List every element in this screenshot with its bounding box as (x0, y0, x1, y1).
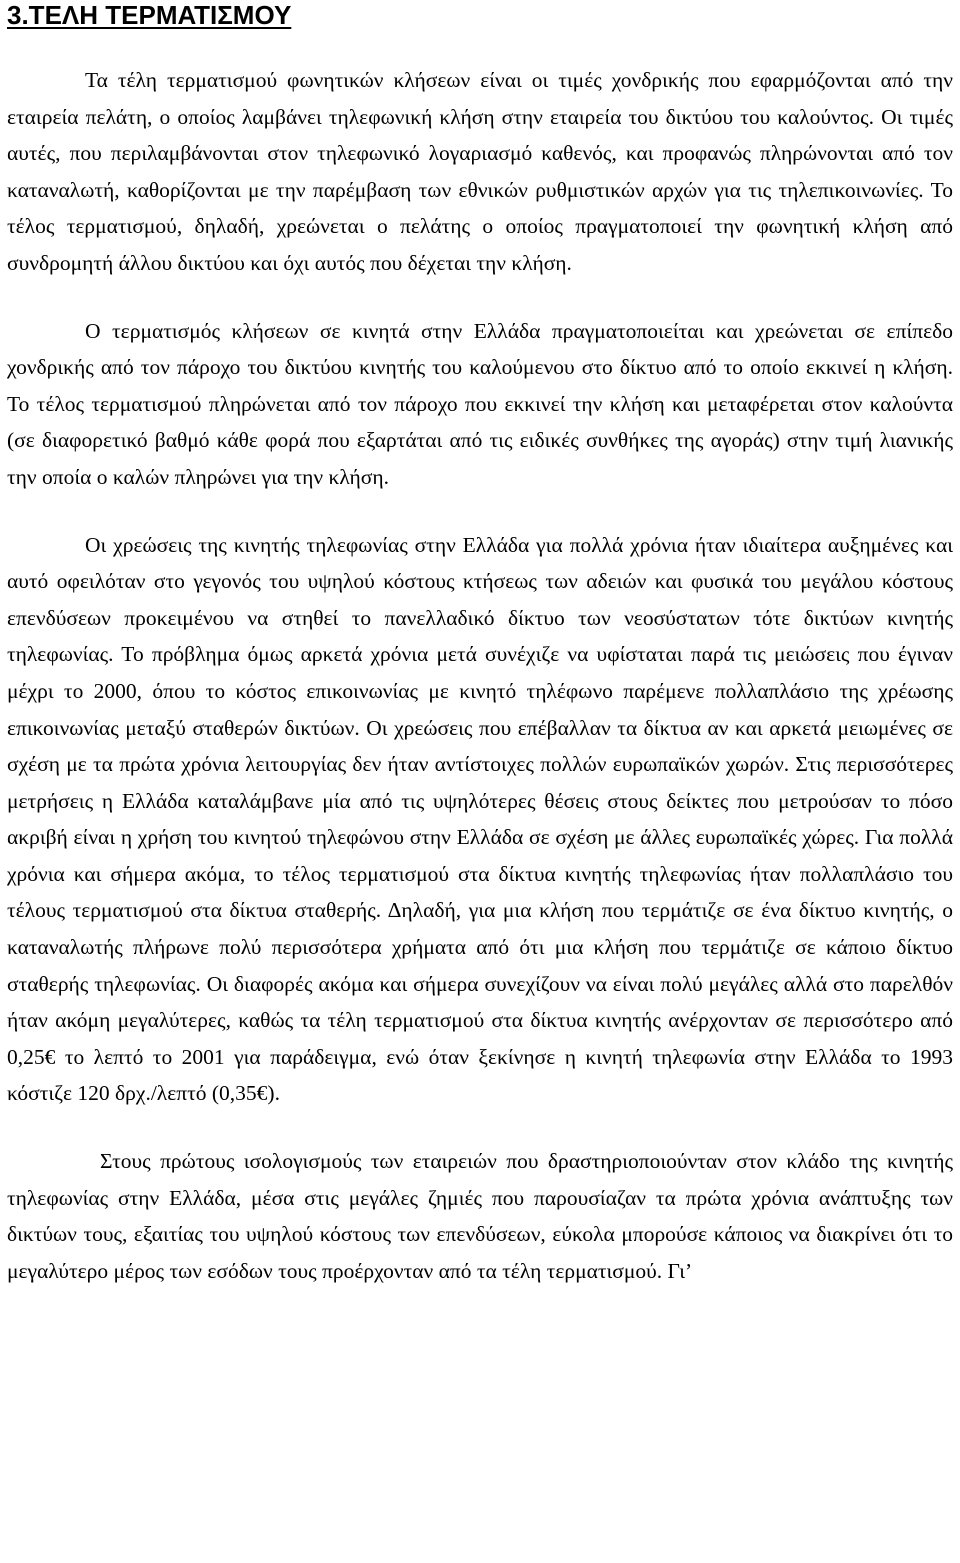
document-page (7, 0, 953, 1289)
section-heading: 3.ΤΕΛΗ ΤΕΡΜΑΤΙΣΜΟΥ (7, 0, 292, 30)
paragraph-mobile-charges-history: Οι χρεώσεις της κινητής τηλεφωνίας στην Ελλάδα για πολλά χρόνια ήταν ιδιαίτερα αυξημένες και αυτό οφειλόταν στο γεγονός του υψηλού κόστους κτήσεως των αδειών και φυσικά του μεγάλου κόστους επενδύσεων προκειμένου να στηθεί το πανελλαδικό δίκτυο των νεοσύστατων τότε δικτύων κινητής τηλεφωνίας. Το πρόβλημα όμως αρκετά χρόνια μετά συνέχιζε να υφίσταται παρά τις μειώσεις που έγιναν μέχρι το 2000, όπου το κόστος επικοινωνίας με κινητό τηλέφωνο παρέμενε πολλαπλάσιο της χρέωσης επικοινωνίας μεταξύ σταθερών δικτύων. Οι χρεώσεις που επέβαλλαν τα δίκτυα αν και αρκετά μειωμένες σε σχέση με τα πρώτα χρόνια λειτουργίας δεν ήταν αντίστοιχες πολλών ευρωπαϊκών χωρών. Στις περισσότερες μετρήσεις η Ελλάδα καταλάμβανε μία από τις υψηλότερες θέσεις στους δείκτες που μετρούσαν το πόσο ακριβή είναι η χρήση του κινητού τηλεφώνου στην Ελλάδα σε σχέση με άλλες ευρωπαϊκές χώρες. Για πολλά χρόνια και σήμερα ακόμα, το τέλος τερματισμού στα δίκτυα κινητής τηλεφωνίας ήταν πολλαπλάσιο του τέλους τερματισμού στα δίκτυα σταθερής. Δηλαδή, για μια κλήση που τερμάτιζε σε ένα δίκτυο κινητής, ο καταναλωτής πλήρωνε πολύ περισσότερα χρήματα από ότι μια κλήση που τερμάτιζε σε κάποιο δίκτυο σταθερής τηλεφωνίας. Οι διαφορές ακόμα και σήμερα συνεχίζουν να είναι πολύ μεγάλες αλλά στο παρελθόν ήταν ακόμη μεγαλύτερες, καθώς τα τέλη τερματισμού στα δίκτυα κινητής ανέρχονταν σε περισσότερο από 0,25€ το λεπτό το 2001 για παράδειγμα, ενώ όταν ξεκίνησε η κινητή τηλεφωνία στην Ελλάδα το 1993 κόστιζε 120 δρχ./λεπτό (0,35€). (7, 532, 953, 1106)
paragraph-termination-fees-definition: Τα τέλη τερματισμού φωνητικών κλήσεων είναι οι τιμές χονδρικής που εφαρμόζονται από την εταιρεία πελάτη, ο οποίος λαμβάνει τηλεφωνική κλήση στην εταιρεία του δικτύου του καλούντος. Οι τιμές αυτές, που περιλαμβάνονται στον τηλεφωνικό λογαριασμό καθενός, και προφανώς πληρώνονται από τον καταναλωτή, καθορίζονται με την παρέμβαση των εθνικών ρυθμιστικών αρχών για τις τηλεπικοινωνίες. Το τέλος τερματισμού, δηλαδή, χρεώνεται ο πελάτης ο οποίος πραγματοποιεί την φωνητική κλήση από συνδρομητή άλλου δικτύου και όχι αυτός που δέχεται την κλήση. (7, 68, 953, 275)
paragraph-mobile-termination-greece: Ο τερματισμός κλήσεων σε κινητά στην Ελλάδα πραγματοποιείται και χρεώνεται σε επίπεδο χονδρικής από τον πάροχο του δικτύου κινητής του καλούμενου στο δίκτυο από το οποίο εκκινεί η κλήση. Το τέλος τερματισμού πληρώνεται από τον πάροχο που εκκινεί την κλήση και μεταφέρεται στον καλούντα (σε διαφορετικό βαθμό κάθε φορά που εξαρτάται από τις ειδικές συνθήκες της αγοράς) στην τιμή λιανικής την οποία ο καλών πληρώνει για την κλήση. (7, 318, 953, 489)
paragraph-company-balance-sheets: Στους πρώτους ισολογισμούς των εταιρειών που δραστηριοποιούνταν στον κλάδο της κινητής τηλεφωνίας στην Ελλάδα, μέσα στις μεγάλες ζημιές που παρουσίαζαν τα πρώτα χρόνια ανάπτυξης των δικτύων τους, εξαιτίας του υψηλού κόστους των επενδύσεων, εύκολα μπορούσε κάποιος να διακρίνει ότι το μεγαλύτερο μέρος των εσόδων τους προέρχονταν από τα τέλη τερματισμού. Γι’ (7, 1149, 953, 1283)
